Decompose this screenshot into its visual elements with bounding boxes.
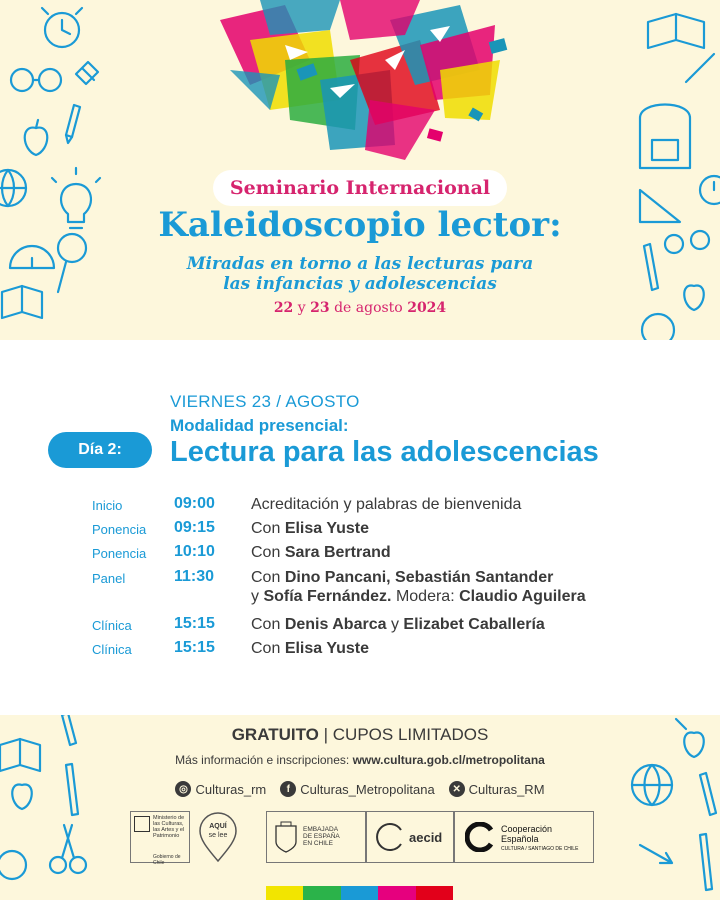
open-book-icon <box>648 14 704 48</box>
social-links <box>0 781 720 797</box>
embassy-text <box>303 826 340 847</box>
speaker-name: Elisa Yuste <box>284 520 370 537</box>
social-handle: Culturas_Metropolitana <box>300 781 435 797</box>
glasses-icon <box>11 69 61 91</box>
speaker-conjunction: y <box>390 616 399 633</box>
x-icon: ✕ <box>449 781 465 797</box>
coop-text <box>501 824 578 854</box>
program-section <box>0 340 720 715</box>
session-description <box>251 519 691 538</box>
pencil-icon <box>66 105 80 143</box>
moderator-label: Modera: <box>395 588 455 605</box>
session-type: Ponencia <box>92 522 147 537</box>
panel-conjunction: y <box>251 588 259 605</box>
speaker-prefix: Con <box>251 520 281 537</box>
event-dates <box>0 300 720 316</box>
pen-icon <box>686 54 714 82</box>
session-time: 11:30 <box>174 568 215 585</box>
session-time: 15:15 <box>174 639 215 656</box>
date-day-1: 22 <box>273 300 294 316</box>
session-description: Acreditación y palabras de bienvenida <box>251 496 522 513</box>
cooperacion-logo <box>454 811 594 863</box>
seminar-label-pill <box>213 170 507 206</box>
aecid-logo <box>366 811 454 863</box>
session-time: 10:10 <box>174 543 215 560</box>
ministry-logo <box>130 811 190 866</box>
info-label: Más información e inscripciones: <box>175 753 350 767</box>
speaker-prefix: Con <box>251 569 281 586</box>
alarm-clock-icon <box>42 8 82 47</box>
coop-line-3: CULTURA / SANTIAGO DE CHILE <box>501 846 579 852</box>
session-type: Ponencia <box>92 546 147 561</box>
info-line <box>0 753 720 767</box>
footer-section <box>0 715 720 900</box>
event-banner <box>0 0 720 340</box>
speaker-name: Denis Abarca <box>284 616 387 633</box>
session-time: 15:15 <box>174 615 215 632</box>
session-type: Clínica <box>92 618 132 633</box>
aecid-text: aecid <box>409 830 443 845</box>
cooperacion-mark-icon <box>465 822 495 852</box>
aqui-line-1: AQUÍ <box>209 823 227 830</box>
facebook-icon: f <box>280 781 296 797</box>
session-type: Panel <box>92 571 126 586</box>
social-link-x[interactable] <box>449 781 545 797</box>
ministry-name: Ministerio de las Culturas, las Artes y el Patrimonio <box>153 815 185 839</box>
session-description <box>251 615 691 634</box>
date-conjunction: y <box>297 300 306 316</box>
info-url-link[interactable]: www.cultura.gob.cl/metropolitana <box>352 753 545 767</box>
session-description <box>251 543 691 562</box>
embassy-line-3: EN CHILE <box>303 840 333 847</box>
stripe-red <box>416 886 453 900</box>
instagram-icon: ◎ <box>175 781 191 797</box>
session-type: Clínica <box>92 642 132 657</box>
day-badge: Día 2: <box>48 432 152 468</box>
speaker-prefix: Con <box>251 640 281 657</box>
modality-label: Modalidad presencial: <box>170 416 349 435</box>
speaker-prefix: Con <box>251 616 281 633</box>
sponsor-logos <box>0 811 720 871</box>
panel-names-line-2: Sofía Fernández. <box>263 588 392 605</box>
speaker-prefix: Con <box>251 544 281 561</box>
ministry-sub: Gobierno de Chile <box>153 854 181 866</box>
session-description <box>251 568 691 606</box>
social-link-instagram[interactable] <box>175 781 266 797</box>
pushpin-icon <box>76 62 98 84</box>
social-link-facebook[interactable] <box>280 781 434 797</box>
aecid-mark-icon <box>375 822 405 852</box>
session-type: Inicio <box>92 498 123 513</box>
day-header: VIERNES 23 / AGOSTO <box>170 392 360 411</box>
social-handle: Culturas_rm <box>195 781 267 797</box>
moderator-name: Claudio Aguilera <box>459 588 586 605</box>
embassy-logo <box>266 811 366 863</box>
globe-icon <box>0 170 26 206</box>
panel-names-line-1: Dino Pancani, Sebastián Santander <box>284 569 554 586</box>
embassy-line-1: EMBAJADA <box>303 826 339 833</box>
date-year: 2024 <box>407 300 447 316</box>
spain-coat-of-arms-icon <box>273 820 299 854</box>
pricing-line <box>0 725 720 745</box>
session-description <box>251 639 691 658</box>
ministry-seal-icon <box>134 816 150 832</box>
seminar-label: Seminario Internacional <box>229 177 491 199</box>
social-handle: Culturas_RM <box>468 781 545 797</box>
track-title: Lectura para las adolescencias <box>170 436 599 468</box>
session-time: 09:15 <box>174 519 215 536</box>
stripe-yellow <box>266 886 303 900</box>
event-subtitle <box>0 254 720 294</box>
limited-label: | CUPOS LIMITADOS <box>323 725 489 744</box>
free-label: GRATUITO <box>231 725 319 744</box>
aqui-line-2: se lee <box>208 832 228 839</box>
speaker-name: Elisa Yuste <box>284 640 370 657</box>
speaker-name: Sara Bertrand <box>284 544 391 561</box>
stripe-pink <box>378 886 415 900</box>
date-day-2: 23 <box>310 300 330 316</box>
speaker-name-2: Elizabet Caballería <box>403 616 545 633</box>
globe-icon <box>642 314 674 340</box>
date-month: de agosto <box>334 300 403 316</box>
stripe-green <box>303 886 340 900</box>
backpack-icon <box>640 105 690 169</box>
apple-icon <box>25 120 48 155</box>
alarm-clock-icon <box>700 176 720 204</box>
subtitle-line-1: Miradas en torno a las lecturas para <box>186 254 534 274</box>
kaleidoscope-illustration <box>190 0 520 175</box>
aqui-se-lee-logo <box>198 811 238 863</box>
color-stripes <box>266 886 453 900</box>
stripe-blue <box>341 886 378 900</box>
session-time: 09:00 <box>174 495 215 512</box>
coop-line-1: Cooperación <box>501 824 553 834</box>
embassy-line-2: DE ESPAÑA <box>303 833 340 840</box>
subtitle-line-2: las infancias y adolescencias <box>223 274 497 294</box>
coop-line-2: Española <box>501 834 539 844</box>
event-title: Kaleidoscopio lector: <box>158 205 562 245</box>
